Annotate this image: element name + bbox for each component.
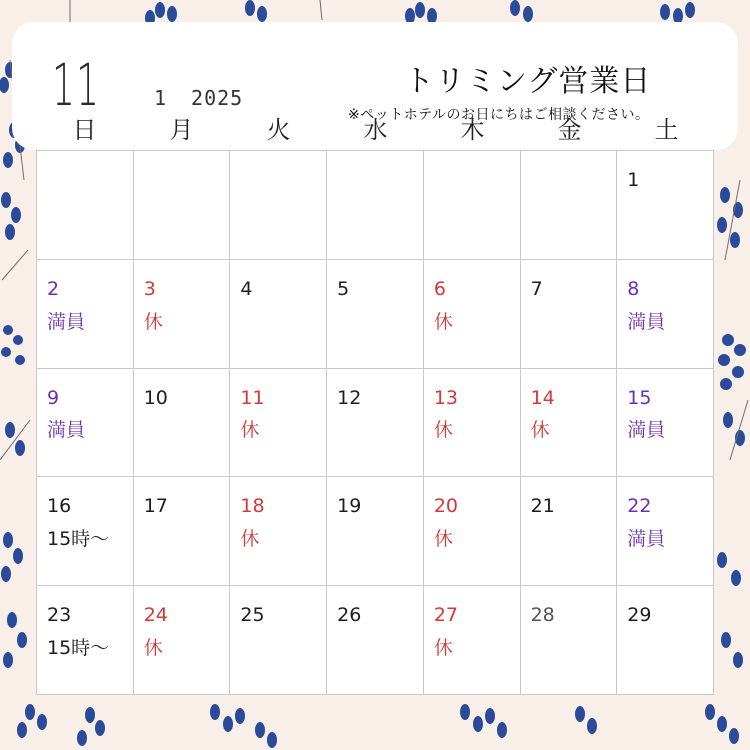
day-status-note: 休	[433, 310, 453, 333]
day-number: 4	[240, 277, 253, 300]
weekday-wed: 水	[363, 116, 388, 144]
day-number: 24	[143, 604, 168, 627]
calendar-day-cell	[230, 260, 327, 369]
calendar-day-cell	[230, 586, 327, 695]
weekday-sun: 日	[72, 116, 97, 144]
calendar-grid	[36, 150, 714, 695]
page-title: トリミング営業日	[404, 64, 652, 99]
calendar-day-cell	[134, 151, 231, 260]
page-subtitle: ※ペットホテルのお日にちはご相談ください。	[348, 107, 650, 123]
day-number: 25	[240, 604, 265, 627]
day-status-note: 休	[143, 310, 163, 333]
day-status-note: 休	[433, 419, 453, 442]
day-number: 27	[433, 604, 459, 627]
calendar-day-cell	[327, 151, 424, 260]
calendar-day-cell	[617, 260, 714, 369]
day-status-note: 15時～	[47, 636, 110, 659]
day-status-note: 休	[240, 528, 260, 551]
day-number: 13	[433, 386, 459, 409]
calendar-day-cell	[521, 586, 618, 695]
day-status-note: 休	[433, 528, 453, 551]
day-status-note: 満員	[627, 310, 666, 333]
weekday-tue: 火	[266, 116, 291, 144]
day-status-note: 満員	[627, 419, 666, 442]
day-status-note: 休	[433, 636, 453, 659]
day-number: 28	[530, 604, 555, 627]
day-number: 19	[337, 495, 362, 518]
day-number: 14	[530, 386, 555, 409]
year-label	[154, 86, 243, 110]
day-number: 9	[47, 386, 60, 409]
day-status-note: 満員	[47, 419, 86, 442]
calendar-day-cell	[521, 369, 618, 478]
day-number: 23	[47, 604, 72, 627]
calendar-day-cell	[521, 151, 618, 260]
calendar-day-cell	[424, 586, 521, 695]
calendar-day-cell	[134, 260, 231, 369]
year-value: 2025	[191, 86, 244, 110]
day-status-note: 休	[143, 636, 163, 659]
calendar-day-cell	[424, 369, 521, 478]
calendar-day-cell	[617, 369, 714, 478]
day-status-note: 15時～	[47, 528, 110, 551]
calendar-day-cell	[230, 151, 327, 260]
calendar-day-cell	[327, 369, 424, 478]
month-prefix: 1	[154, 86, 168, 110]
day-number: 17	[143, 495, 168, 518]
day-number: 2	[47, 277, 60, 300]
weekday-thu: 木	[460, 116, 485, 144]
day-number: 1	[627, 169, 640, 191]
calendar-day-cell	[521, 260, 618, 369]
day-status-note: 満員	[47, 310, 86, 333]
day-number: 3	[143, 277, 156, 300]
calendar-day-cell	[327, 477, 424, 586]
calendar-day-cell	[327, 586, 424, 695]
calendar-day-cell	[617, 151, 714, 260]
day-number: 22	[627, 495, 652, 518]
day-status-note: 休	[240, 419, 260, 442]
calendar-day-cell	[134, 586, 231, 695]
day-number: 11	[240, 386, 265, 409]
calendar-day-cell	[424, 477, 521, 586]
calendar-day-cell	[134, 369, 231, 478]
calendar-day-cell	[327, 260, 424, 369]
day-number: 18	[240, 495, 265, 518]
calendar-day-cell	[134, 477, 231, 586]
weekday-sat: 土	[654, 116, 679, 144]
day-number: 8	[627, 277, 640, 300]
weekday-mon: 月	[169, 116, 194, 144]
day-number: 16	[47, 495, 72, 518]
calendar-day-cell	[424, 151, 521, 260]
calendar-day-cell	[521, 477, 618, 586]
day-number: 20	[433, 495, 459, 518]
day-status-note: 満員	[627, 528, 666, 551]
day-number: 10	[143, 386, 168, 409]
calendar-day-cell	[37, 477, 134, 586]
day-number: 6	[433, 277, 446, 300]
day-number: 15	[627, 386, 652, 409]
calendar-day-cell	[230, 477, 327, 586]
day-number: 26	[337, 604, 362, 627]
day-status-note: 休	[530, 419, 550, 442]
calendar-day-cell	[230, 369, 327, 478]
day-number: 29	[627, 604, 652, 627]
day-number: 21	[530, 495, 555, 518]
calendar-day-cell	[37, 369, 134, 478]
day-number: 7	[530, 277, 543, 300]
weekday-header-row	[36, 110, 714, 144]
day-number: 5	[337, 277, 350, 300]
calendar-day-cell	[37, 260, 134, 369]
weekday-fri: 金	[557, 116, 582, 144]
calendar-day-cell	[424, 260, 521, 369]
calendar-day-cell	[617, 477, 714, 586]
calendar-day-cell	[37, 586, 134, 695]
month-number: 11	[52, 51, 101, 119]
calendar-day-cell	[37, 151, 134, 260]
calendar-day-cell	[617, 586, 714, 695]
day-number: 12	[337, 386, 362, 409]
